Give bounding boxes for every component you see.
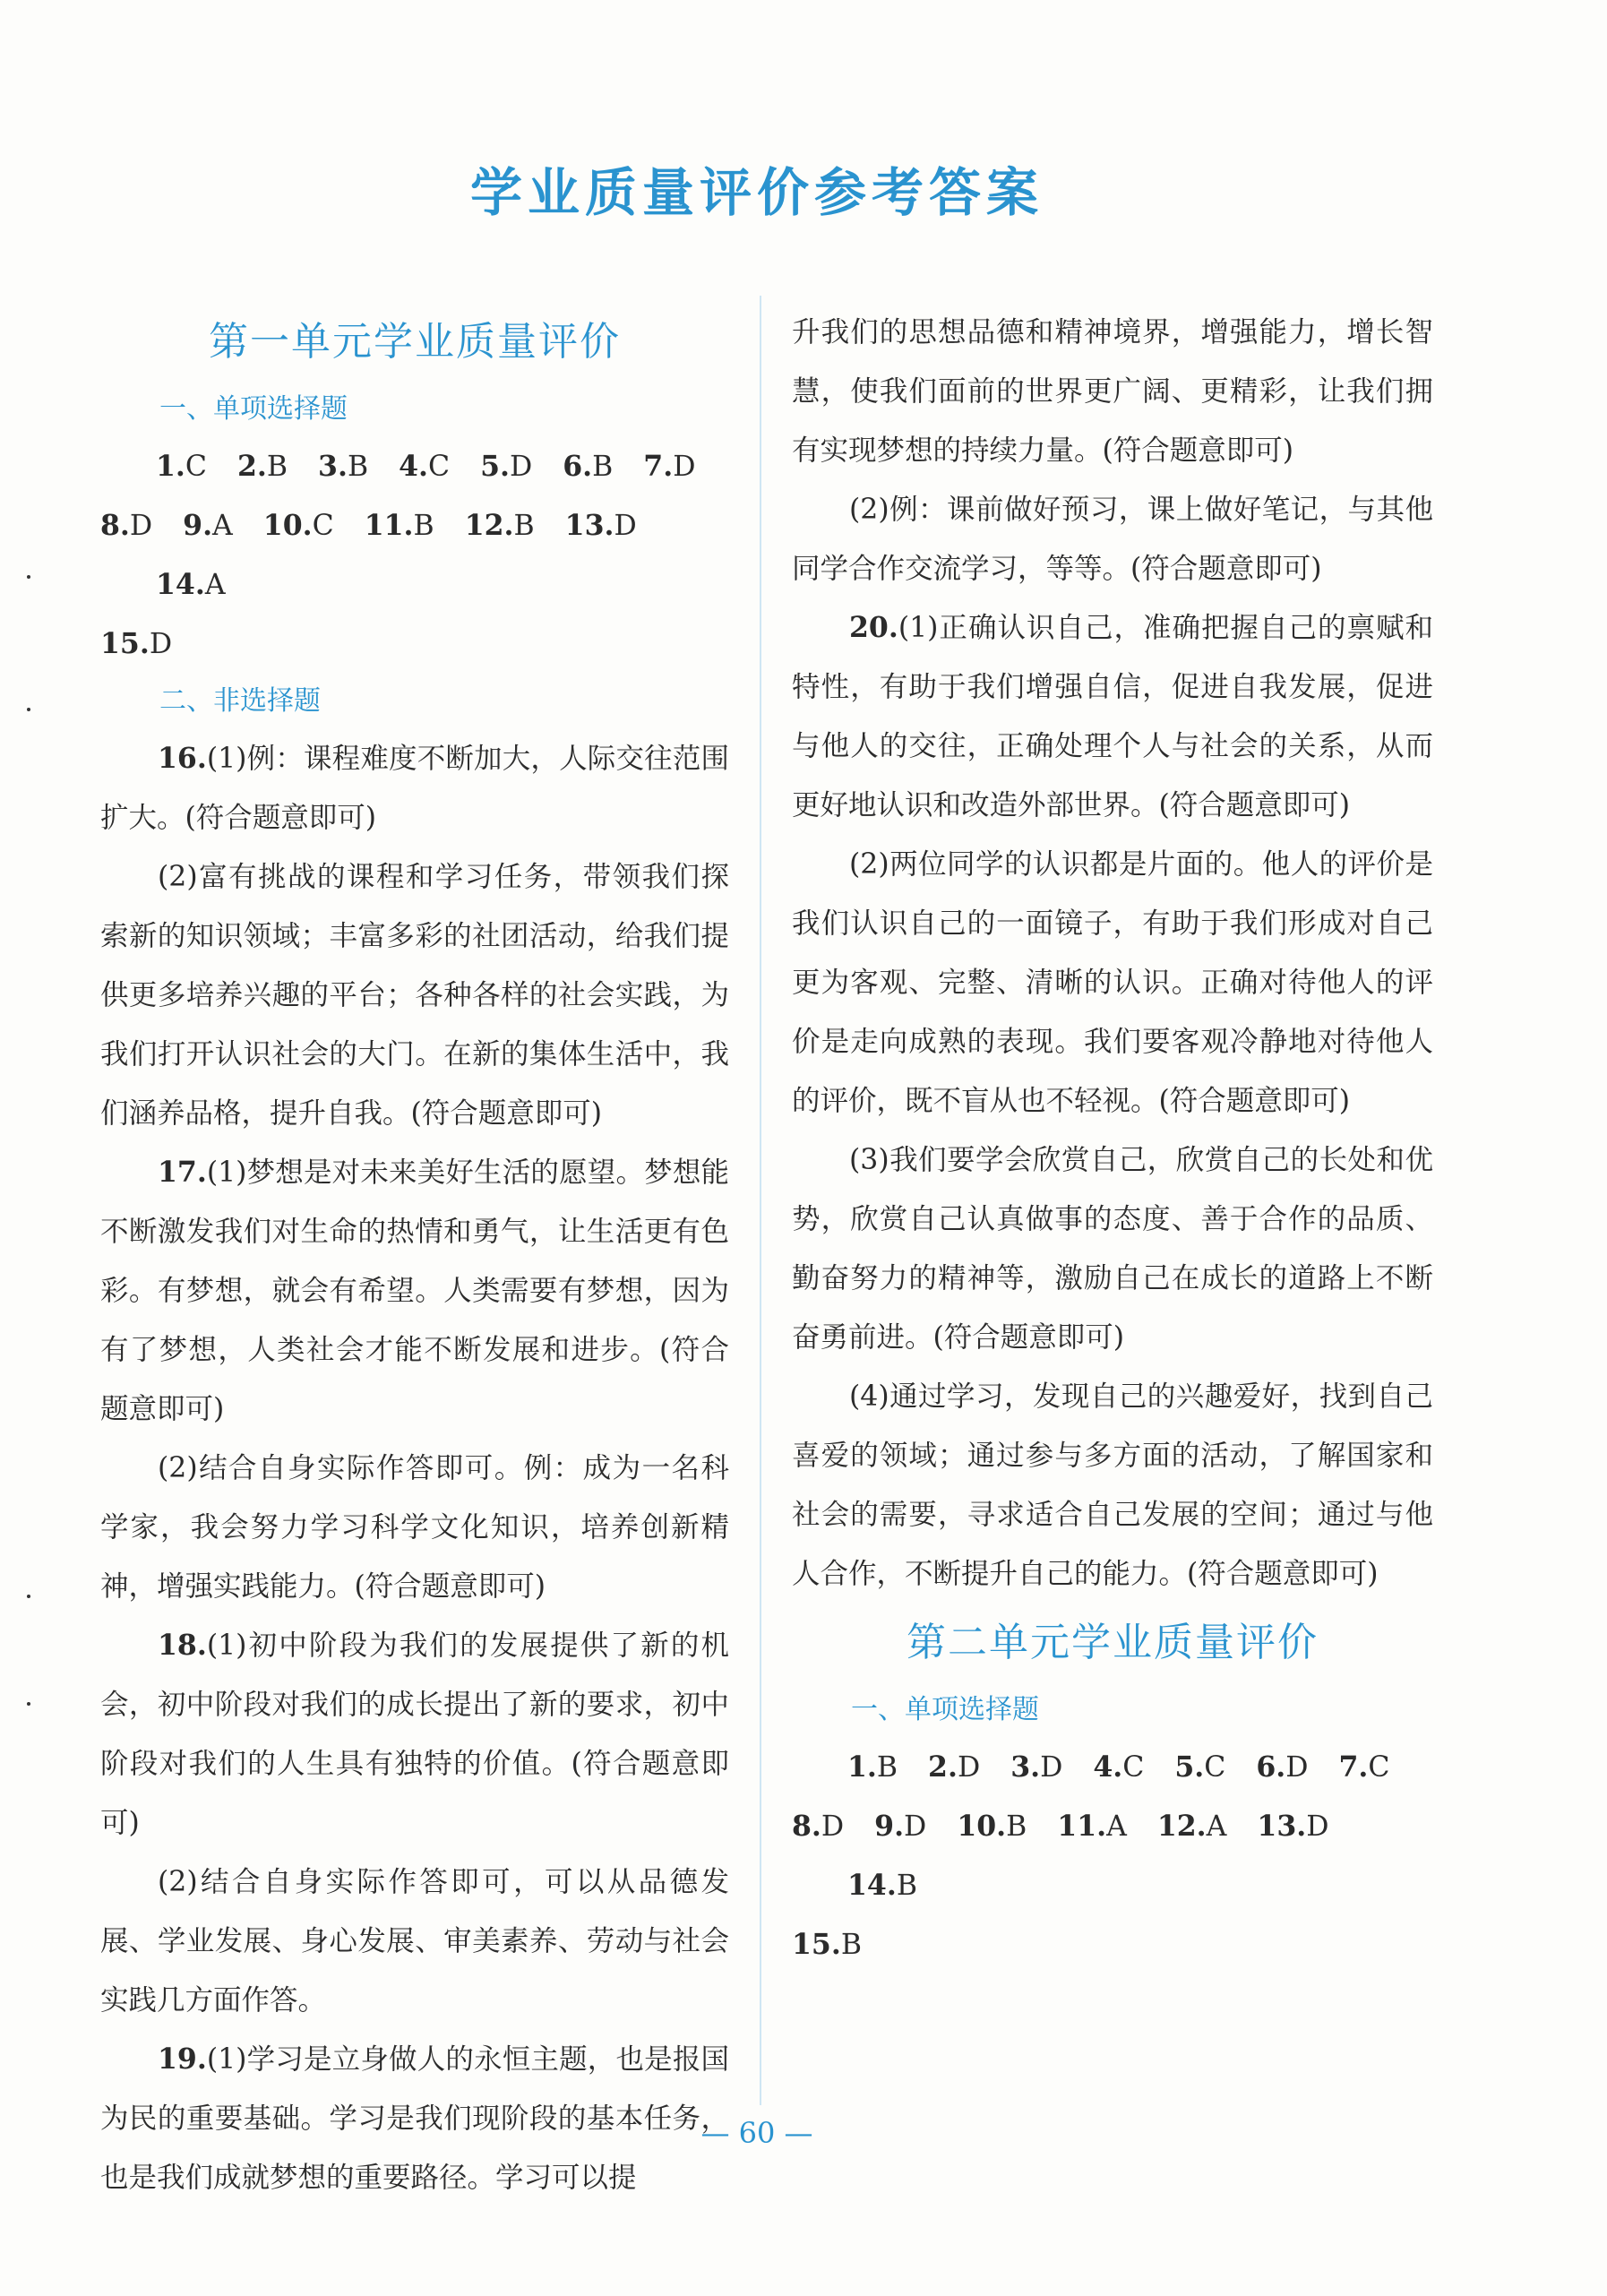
mc-question-number: 8. <box>100 509 130 542</box>
margin-mark <box>27 1595 30 1598</box>
mc-answer-letter: D <box>149 628 173 660</box>
mc-answer <box>792 1797 844 1856</box>
mc-answer-letter: B <box>876 1751 898 1784</box>
mc-answer <box>465 496 535 555</box>
mc-answer-letter: D <box>1285 1751 1309 1784</box>
q16-part1: 16.(1)例：课程难度不断加大，人际交往范围扩大。(符合题意即可) <box>100 742 729 834</box>
page-number: — 60 — <box>700 2116 813 2150</box>
q19-part1-start: 19.(1)学习是立身做人的永恒主题，也是报国为民的重要基础。学习是我们现阶段的基本任务，也是我们成就梦想的重要路径。学习可以提 <box>100 2042 729 2194</box>
mc-answer-letter: D <box>904 1810 927 1843</box>
left-column <box>100 303 729 2207</box>
mc-answer-letter: D <box>1040 1751 1063 1784</box>
mc-answer-letter: A <box>1106 1810 1127 1843</box>
q18-part1: 18.(1)初中阶段为我们的发展提供了新的机会，初中阶段对我们的成长提出了新的要求，初中阶段对我们的人生具有独特的价值。(符合题意即可) <box>100 1629 729 1839</box>
unit2-mc-section-title: 一、单项选择题 <box>851 1694 1039 1725</box>
mc-question-number: 5. <box>480 450 510 483</box>
mc-answer <box>183 496 233 555</box>
mc-answer <box>874 1797 926 1856</box>
mc-question-number: 7. <box>1338 1750 1369 1784</box>
mc-answer-letter: B <box>896 1870 917 1902</box>
q20-part1: 20.(1)正确认识自己，准确把握自己的禀赋和特性，有助于我们增强自信，促进自我发展，促进与他人的交往，正确处理个人与社会的关系，从而更好地认识和改造外部世界。(符合题意即可) <box>792 611 1433 821</box>
q19-part1-continued: 升我们的思想品德和精神境界，增强能力，增长智慧，使我们面前的世界更广阔、更精彩，让我们拥有实现梦想的持续力量。(符合题意即可) <box>792 316 1433 467</box>
mc-question-number: 13. <box>1257 1810 1307 1843</box>
mc-question-number: 10. <box>262 509 313 542</box>
mc-question-number: 12. <box>464 509 514 542</box>
mc-question-number: 11. <box>1057 1810 1107 1843</box>
mc-answer <box>1257 1797 1328 1856</box>
q16-part2: (2)富有挑战的课程和学习任务，带领我们探索新的知识领域；丰富多彩的社团活动，给我们提供更多培养兴趣的平台；各种各样的社会实践，为我们打开认识社会的大门。在新的集体生活中，我们涵养品格，提升自我。(符合题意即可) <box>100 861 729 1130</box>
right-column <box>792 303 1433 1974</box>
q17-part2: (2)结合自身实际作答即可。例：成为一名科学家，我会努力学习科学文化知识，培养创新精神，增强实践能力。(符合题意即可) <box>100 1452 729 1603</box>
q18-number: 18. <box>158 1629 207 1662</box>
mc-question-number: 5. <box>1174 1750 1205 1784</box>
mc-answer-letter: B <box>347 451 369 483</box>
mc-question-number: 10. <box>957 1810 1007 1843</box>
column-divider <box>760 296 761 2105</box>
mc-answer <box>318 437 368 496</box>
mc-question-number: 3. <box>1010 1750 1041 1784</box>
mc-question-number: 9. <box>874 1810 905 1843</box>
unit1-mc-section-title: 一、单项选择题 <box>159 393 348 425</box>
mc-question-number: 7. <box>643 450 674 483</box>
q20-number: 20. <box>849 611 898 644</box>
mc-question-number: 4. <box>1093 1750 1123 1784</box>
q18-part2: (2)结合自身实际作答即可，可以从品德发展、学业发展、身心发展、审美素养、劳动与社会实践几方面作答。 <box>100 1866 729 2017</box>
mc-answer-letter: D <box>1306 1810 1329 1843</box>
mc-answer-letter: D <box>129 510 153 542</box>
mc-answer <box>928 1738 980 1797</box>
mc-answer-letter: D <box>673 451 696 483</box>
mc-question-number: 8. <box>792 1810 821 1843</box>
unit1-nonmc-section-title: 二、非选择题 <box>159 685 321 717</box>
mc-question-number: 4. <box>399 450 428 483</box>
mc-question-number: 14. <box>847 1869 897 1902</box>
mc-answer-letter: A <box>1206 1810 1227 1843</box>
mc-question-number: 6. <box>563 450 593 483</box>
mc-answer-letter: C <box>427 451 451 483</box>
mc-question-number: 13. <box>564 509 614 542</box>
mc-answer <box>156 437 207 496</box>
mc-answer <box>1256 1738 1308 1797</box>
margin-mark <box>27 708 30 711</box>
mc-question-number: 11. <box>364 509 414 542</box>
margin-mark <box>27 1702 30 1706</box>
mc-answer <box>237 437 288 496</box>
unit1-mc-answers <box>100 437 729 674</box>
mc-answer-letter: D <box>509 451 533 483</box>
mc-answer-letter: B <box>266 451 288 483</box>
mc-answer <box>365 496 434 555</box>
mc-answer-letter: B <box>413 510 434 542</box>
mc-answer <box>1093 1738 1144 1797</box>
mc-answer <box>100 496 152 555</box>
mc-question-number: 2. <box>237 450 267 483</box>
mc-answer <box>263 496 334 555</box>
mc-answer-letter: A <box>212 510 233 542</box>
margin-mark <box>27 575 30 579</box>
mc-answer <box>1339 1738 1390 1797</box>
mc-question-number: 15. <box>792 1928 841 1961</box>
q20-part3: (3)我们要学会欣赏自己，欣赏自己的长处和优势，欣赏自己认真做事的态度、善于合作的品质、勤奋努力的精神等，激励自己在成长的道路上不断奋勇前进。(符合题意即可) <box>792 1144 1433 1354</box>
q17-part1: 17.(1)梦想是对未来美好生活的愿望。梦想能不断激发我们对生命的热情和勇气，让生活更有色彩。有梦想，就会有希望。人类需要有梦想，因为有了梦想，人类社会才能不断发展和进步。(符合题意即可) <box>100 1156 729 1425</box>
mc-answer-letter: B <box>592 451 614 483</box>
q16-number: 16. <box>158 742 207 775</box>
mc-answer <box>1057 1797 1127 1856</box>
mc-answer-letter: C <box>312 510 334 542</box>
mc-answer <box>1174 1738 1225 1797</box>
mc-answer <box>100 615 172 674</box>
mc-answer <box>1010 1738 1062 1797</box>
mc-question-number: 1. <box>156 450 185 483</box>
mc-question-number: 15. <box>100 627 150 660</box>
mc-answer <box>565 496 637 555</box>
unit1-title: 第一单元学业质量评价 <box>209 319 621 365</box>
q19-part2: (2)例：课前做好预习，课上做好笔记，与其他同学合作交流学习，等等。(符合题意即可) <box>792 494 1433 585</box>
mc-answer <box>399 437 450 496</box>
mc-answer-letter: C <box>1368 1751 1390 1784</box>
mc-question-number: 9. <box>183 509 213 542</box>
mc-answer-letter: D <box>821 1810 845 1843</box>
mc-answer-letter: A <box>204 569 226 601</box>
q20-part4: (4)通过学习，发现自己的兴趣爱好，找到自己喜爱的领域；通过参与多方面的活动，了解国家和社会的需要，寻求适合自己发展的空间；通过与他人合作，不断提升自己的能力。(符合题意即可) <box>792 1380 1433 1590</box>
mc-answer <box>957 1797 1027 1856</box>
mc-answer <box>643 437 695 496</box>
mc-question-number: 2. <box>928 1750 958 1784</box>
mc-answer-letter: D <box>957 1751 981 1784</box>
mc-answer-letter: B <box>840 1929 862 1961</box>
mc-answer <box>480 437 532 496</box>
unit2-title: 第二单元学业质量评价 <box>907 1620 1319 1665</box>
mc-answer <box>792 1915 862 1974</box>
mc-answer-letter: B <box>1006 1810 1027 1843</box>
mc-answer <box>847 1738 898 1797</box>
unit2-mc-answers <box>792 1738 1433 1974</box>
q19-number: 19. <box>158 2042 207 2076</box>
mc-answer-letter: B <box>513 510 535 542</box>
mc-question-number: 3. <box>318 450 348 483</box>
mc-answer-letter: D <box>614 510 637 542</box>
mc-question-number: 1. <box>847 1750 877 1784</box>
mc-answer <box>1157 1797 1227 1856</box>
mc-question-number: 12. <box>1156 1810 1207 1843</box>
mc-question-number: 14. <box>156 568 205 601</box>
mc-answer-letter: C <box>185 451 207 483</box>
mc-answer-letter: C <box>1204 1751 1226 1784</box>
mc-answer <box>156 555 226 615</box>
q20-part2: (2)两位同学的认识都是片面的。他人的评价是我们认识自己的一面镜子，有助于我们形成对自己更为客观、完整、清晰的认识。正确对待他人的评价是走向成熟的表现。我们要客观冷静地对待他人的评价，既不盲从也不轻视。(符合题意即可) <box>792 848 1433 1117</box>
mc-question-number: 6. <box>1256 1750 1286 1784</box>
q17-number: 17. <box>158 1156 207 1189</box>
mc-answer <box>847 1856 917 1915</box>
mc-answer-letter: C <box>1122 1751 1145 1784</box>
mc-answer <box>563 437 613 496</box>
page-title: 学业质量评价参考答案 <box>469 162 1044 223</box>
